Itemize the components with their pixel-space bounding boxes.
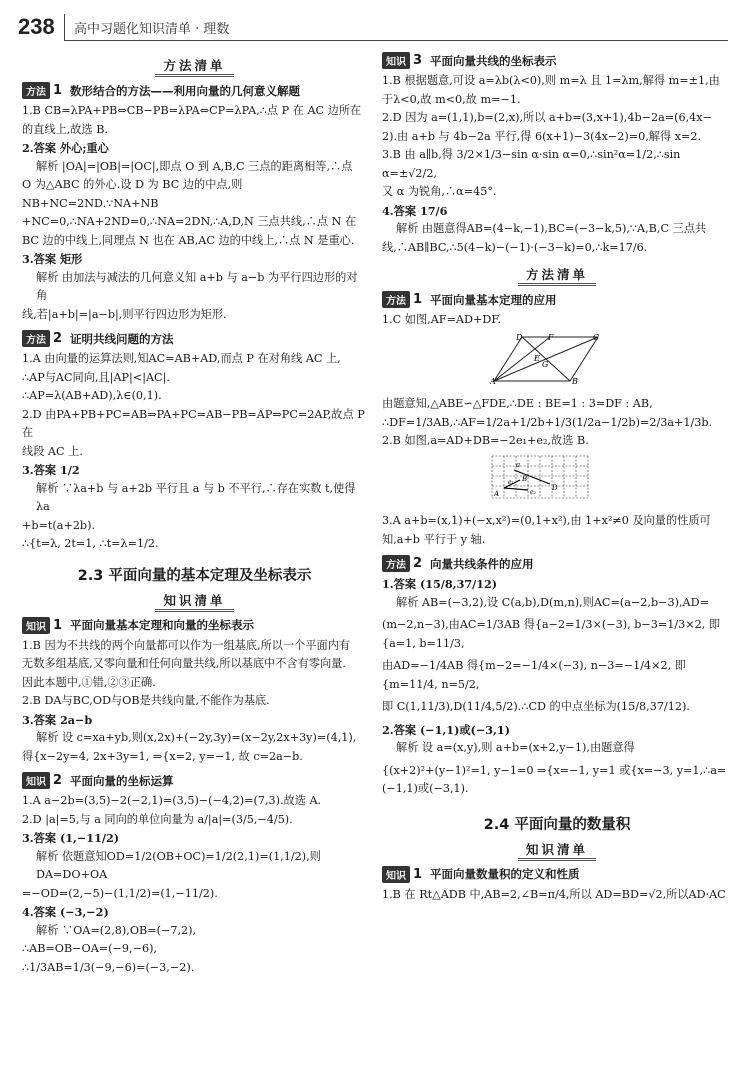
knowledge-1-heading: 知识 1 平面向量基本定理和向量的坐标表示 bbox=[22, 617, 367, 634]
text-line: 4.答案 17/6 bbox=[382, 203, 448, 218]
text-line: 1.A a−2b=(3,5)−2(−2,1)=(3,5)−(−4,2)=(7,3).故选 A. bbox=[22, 794, 322, 807]
header-divider bbox=[64, 14, 65, 41]
text-line: 3.答案 1/2 bbox=[22, 463, 80, 477]
text-line: 因此本题中,①错,②③正确. bbox=[22, 675, 156, 689]
knowledge-2-body bbox=[22, 792, 367, 977]
text-line: 由AD=−1/4AB 得{m−2=−1/4×(−3), n−3=−1/4×2, 即{m=11/4, n=5/2, bbox=[382, 659, 686, 691]
text-line: 线,若|a+b|=|a−b|,则平行四边形为矩形. bbox=[22, 307, 227, 321]
grid-vector-figure bbox=[490, 454, 590, 502]
method-1-body bbox=[22, 102, 367, 324]
text-line: 线段 AC 上. bbox=[22, 444, 83, 458]
method-2-body bbox=[382, 575, 732, 799]
text-line: O 为△ABC 的外心.设 D 为 BC 边的中点,则NB+NC=2ND.∵NA+NB bbox=[22, 178, 243, 210]
text-line: ∴AP与AC同向,且|AP|<|AC|. bbox=[22, 370, 170, 384]
text-line: {(x+2)²+(y−1)²=1, y−1=0 ⇒{x=−1, y=1 或{x=−3, y=1,∴a=(−1,1)或(−3,1). bbox=[382, 763, 727, 795]
knowledge-2-heading: 知识 2 平面向量的坐标运算 bbox=[22, 772, 367, 789]
method-list-heading: 方法清单 bbox=[382, 265, 732, 283]
method-tag: 方法 bbox=[382, 291, 410, 308]
figure-label: C bbox=[593, 332, 600, 342]
text-line: 2.D 因为 a=(1,1),b=(2,x),所以 a+b=(3,x+1),4b−2a=(6,4x− bbox=[382, 111, 712, 124]
method-tag: 方法 bbox=[22, 330, 50, 347]
figure-label: e₂ bbox=[530, 488, 536, 496]
method-2-heading: 方法 2 证明共线问题的方法 bbox=[22, 330, 367, 347]
text-line: (m−2,n−3),由AC=1/3AB 得{a−2=1/3×(−3), b−3=1/3×2, 即{a=1, b=11/3, bbox=[382, 618, 721, 650]
text-line: 1.B 在 Rt△ADB 中,AB=2,∠B=π/4,所以 AD=BD=√2,所以AD·AC bbox=[382, 887, 726, 901]
figure-label: G bbox=[542, 359, 549, 369]
text-line: 解析 ∵λa+b 与 a+2b 平行且 a 与 b 不平行,∴存在实数 t,使得 λa bbox=[36, 481, 356, 513]
text-line: 解析 |OA|=|OB|=|OC|,即点 O 到 A,B,C 三点的距离相等,∴点 bbox=[36, 159, 353, 173]
method-1-heading: 方法 1 数形结合的方法——利用向量的几何意义解题 bbox=[22, 82, 367, 99]
knowledge-tag: 知识 bbox=[382, 52, 410, 69]
text-line: 1.A 由向量的运算法则,知AC=AB+AD,而点 P 在对角线 AC 上, bbox=[22, 352, 341, 365]
text-line: 又 α 为锐角,∴α=45°. bbox=[382, 185, 497, 198]
method-2-heading: 方法 2 向量共线条件的应用 bbox=[382, 555, 732, 572]
text-line: 2.答案 外心;重心 bbox=[22, 141, 109, 155]
text-line: 解析 由加法与减法的几何意义知 a+b 与 a−b 为平行四边形的对角 bbox=[36, 270, 358, 302]
figure-label: B bbox=[572, 376, 578, 385]
left-column bbox=[22, 52, 367, 977]
knowledge-list-heading: 知识清单 bbox=[22, 591, 367, 609]
figure-label: E bbox=[534, 353, 540, 363]
figure-label: D bbox=[552, 483, 558, 492]
right-column bbox=[382, 52, 732, 904]
method-1-heading: 方法 1 平面向量基本定理的应用 bbox=[382, 291, 732, 308]
text-line: 解析 设 a=(x,y),则 a+b=(x+2,y−1),由题意得 bbox=[396, 741, 635, 754]
text-line: 即 C(1,11/3),D(11/4,5/2).∴CD 的中点坐标为(15/8,37/12). bbox=[382, 700, 690, 713]
text-line: 2.B 如图,a=AD+DB=−2e₁+e₂,故选 B. bbox=[382, 434, 589, 447]
knowledge-1-body bbox=[22, 637, 367, 767]
figure-label: B bbox=[522, 474, 528, 483]
figure-label: e₁ bbox=[508, 478, 514, 486]
text-line: 3.答案 2a−b bbox=[22, 712, 93, 727]
text-line: 3.B 由 a∥b,得 3/2×1/3−sin α·sin α=0,∴sin²α=1/2,∴sin α=±√2/2, bbox=[382, 148, 681, 180]
text-line: 2).由 a+b 与 4b−2a 平行,得 6(x+1)−3(4x−2)=0,解得 x=2. bbox=[382, 129, 702, 143]
text-line: ∴1/3AB=1/3(−9,−6)=(−3,−2). bbox=[22, 960, 195, 974]
text-line: 1.B 因为不共线的两个向量都可以作为一组基底,所以一个平面内有 bbox=[22, 638, 351, 652]
method-2-body bbox=[22, 350, 367, 554]
chapter-title-2-4: 2.4 平面向量的数量积 bbox=[483, 816, 631, 833]
knowledge-tag: 知识 bbox=[22, 772, 50, 789]
method-tag: 方法 bbox=[382, 555, 410, 572]
text-line: 无数多组基底,又零向量和任何向量共线,所以基底中不含有零向量. bbox=[22, 657, 346, 670]
text-line: 2.D 由PA+PB+PC=AB⇒PA+PC=AB−PB=AP⇒PC=2AP,故点 P 在 bbox=[22, 407, 365, 439]
text-line: 1.B CB=λPA+PB⇔CB−PB=λPA⇔CP=λPA,∴点 P 在 AC 边所在 bbox=[22, 104, 362, 117]
text-line: 于λ<0,故 m<0,故 m=−1. bbox=[382, 92, 521, 106]
text-line: +NC=0,∴NA+2ND=0,∴NA=2DN,∴A,D,N 三点共线,∴点 N 在 bbox=[22, 215, 357, 228]
figure-label: F bbox=[548, 332, 554, 342]
text-line: 得{x−2y=4, 2x+3y=1, ⇒{x=2, y=−1, 故 c=2a−b. bbox=[22, 749, 303, 763]
knowledge-tag: 知识 bbox=[22, 617, 50, 634]
text-line: 解析 ∵OA=(2,8),OB=(−7,2), bbox=[36, 923, 197, 937]
text-line: 3.A a+b=(x,1)+(−x,x²)=(0,1+x²),由 1+x²≠0 及向量的性质可 bbox=[382, 514, 711, 527]
text-line: 解析 由题意得AB=(4−k,−1),BC=(−3−k,5),∵A,B,C 三点共 bbox=[396, 222, 707, 235]
text-line: 由题意知,△ABE∽△FDE,∴DE : BE=1 : 3=DF : AB, bbox=[382, 397, 653, 410]
header-rule bbox=[64, 40, 728, 41]
text-line: 的直线上,故选 B. bbox=[22, 122, 109, 136]
text-line: ∴{t=λ, 2t=1, ∴t=λ=1/2. bbox=[22, 537, 159, 550]
text-line: 3.答案 矩形 bbox=[22, 252, 83, 266]
text-line: 1.B 根据题意,可设 a=λb(λ<0),则 m=λ 且 1=λm,解得 m=±1,由 bbox=[382, 74, 720, 87]
method-list-heading: 方法清单 bbox=[22, 56, 367, 74]
figure-label: D bbox=[516, 332, 523, 342]
text-line: ∴DF=1/3AB,∴AF=1/2a+1/2b+1/3(1/2a−1/2b)=2/3a+1/3b. bbox=[382, 415, 713, 429]
text-line: 3.答案 (1,−11/2) bbox=[22, 831, 120, 845]
method-tag: 方法 bbox=[22, 82, 50, 99]
text-line: 解析 依题意知OD=1/2(OB+OC)=1/2(2,1)=(1,1/2),则DA=DO+OA bbox=[36, 849, 321, 881]
running-title: 高中习题化知识清单 · 理数 bbox=[74, 22, 230, 37]
page-header bbox=[0, 0, 750, 42]
knowledge-3-heading: 知识 3 平面向量共线的坐标表示 bbox=[382, 52, 732, 69]
text-line: 线,∴AB∥BC,∴5(4−k)−(−1)·(−3−k)=0,∴k=17/6. bbox=[382, 240, 648, 254]
text-line: 1.C 如图,AF=AD+DF. bbox=[382, 313, 501, 326]
text-line: 解析 设 c=xa+yb,则(x,2x)+(−2y,3y)=(x−2y,2x+3y)=(4,1), bbox=[36, 731, 357, 744]
knowledge-1-heading: 知识 1 平面向量数量积的定义和性质 bbox=[382, 866, 732, 883]
figure-label: a bbox=[516, 460, 521, 469]
text-line: ∴AB=OB−OA=(−9,−6), bbox=[22, 942, 158, 955]
text-line: 2.D |a|=5,与 a 同向的单位向量为 a/|a|=(3/5,−4/5). bbox=[22, 812, 293, 826]
knowledge-list-heading: 知识清单 bbox=[382, 840, 732, 858]
chapter-title-2-3: 2.3 平面向量的基本定理及坐标表示 bbox=[77, 567, 312, 584]
parallelogram-figure bbox=[490, 333, 602, 385]
page-number: 238 bbox=[18, 14, 55, 39]
text-line: 4.答案 (−3,−2) bbox=[22, 905, 109, 919]
figure-label: A bbox=[494, 489, 500, 498]
knowledge-tag: 知识 bbox=[382, 866, 410, 883]
text-line: 解析 AB=(−3,2),设 C(a,b),D(m,n),则AC=(a−2,b−3),AD= bbox=[396, 595, 709, 609]
text-line: 知,a+b 平行于 y 轴. bbox=[382, 532, 486, 546]
text-line: 2.B DA与BC,OD与OB是共线向量,不能作为基底. bbox=[22, 694, 270, 707]
text-line: 1.答案 (15/8,37/12) bbox=[382, 577, 498, 591]
text-line: +b=t(a+2b). bbox=[22, 518, 96, 532]
figure-label: A bbox=[490, 376, 496, 385]
text-line: =−OD=(2,−5)−(1,1/2)=(1,−11/2). bbox=[22, 886, 218, 900]
text-line: BC 边的中线上,同理点 N 也在 AB,AC 边的中线上,∴点 N 是重心. bbox=[22, 233, 355, 247]
knowledge-3-body bbox=[382, 72, 732, 257]
text-line: 2.答案 (−1,1)或(−3,1) bbox=[382, 722, 510, 737]
text-line: ∴AP=λ(AB+AD),λ∈(0,1). bbox=[22, 389, 162, 402]
